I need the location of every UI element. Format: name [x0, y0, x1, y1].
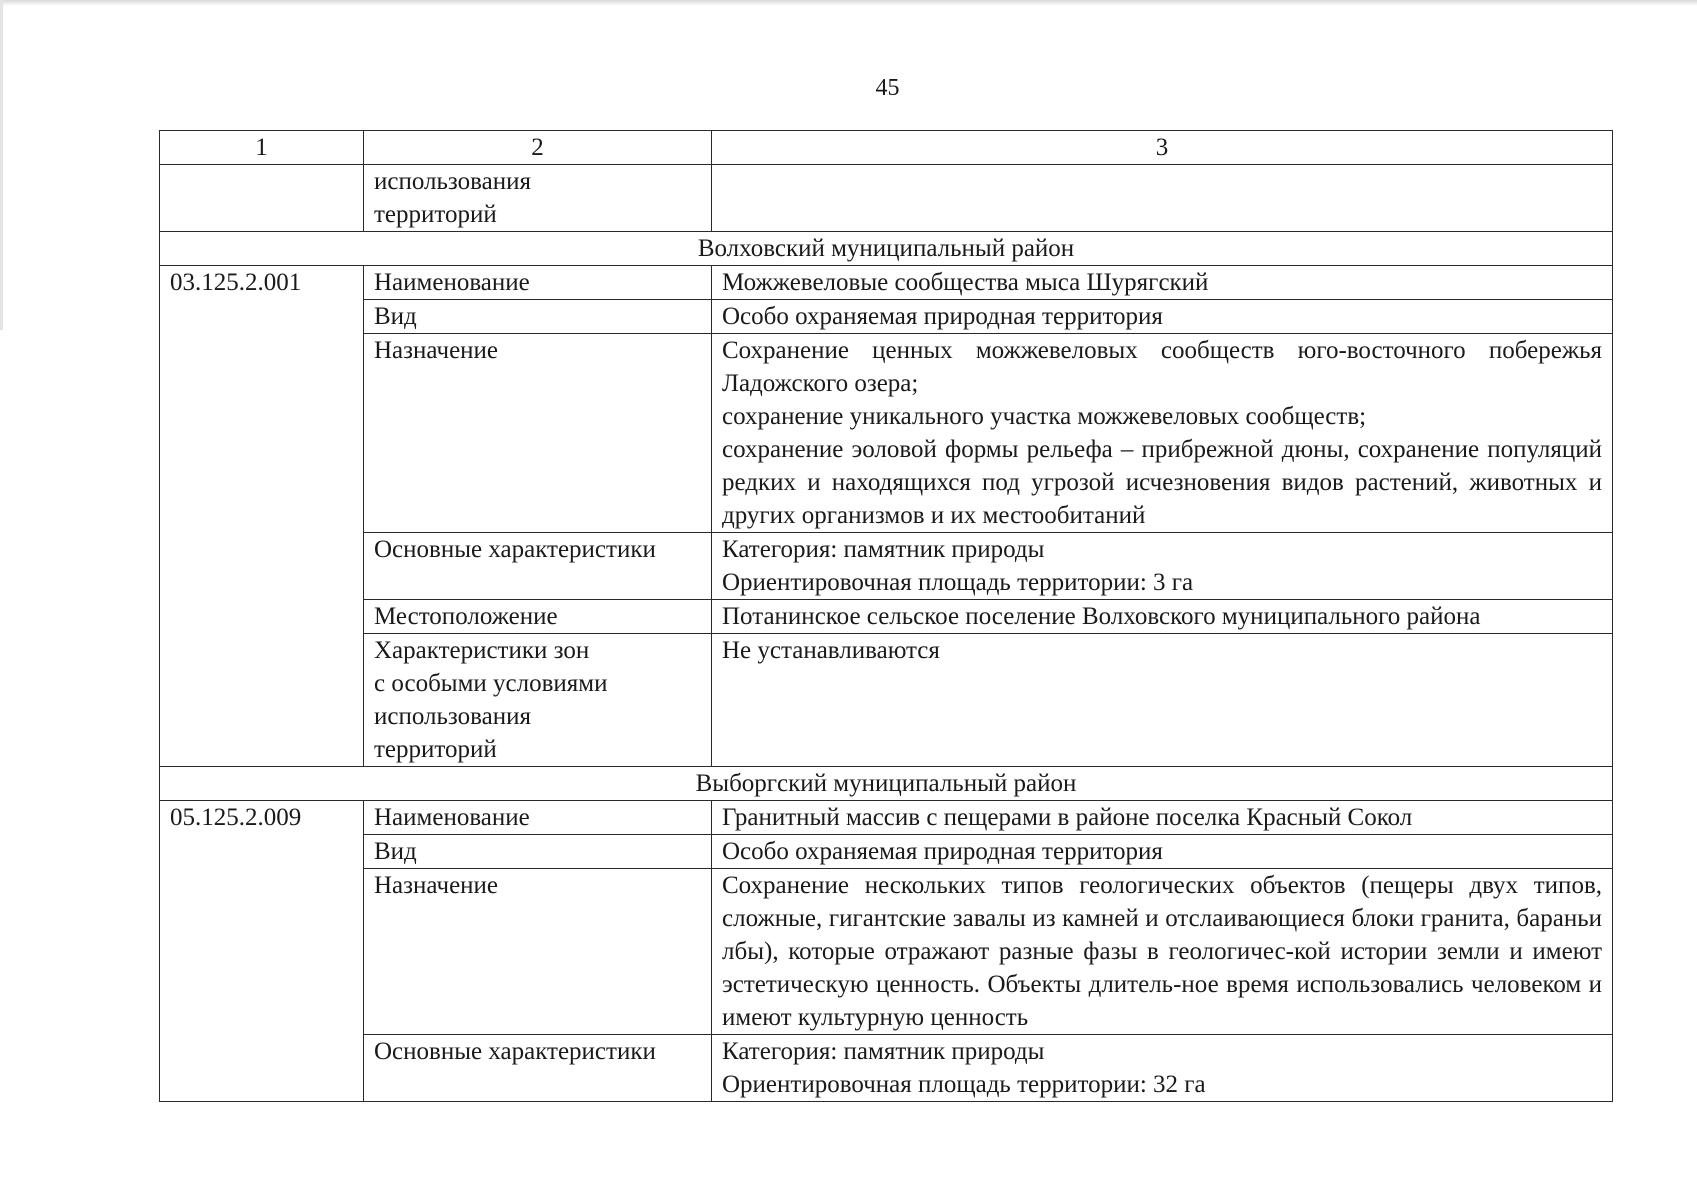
district-row: [160, 232, 1613, 266]
row-value: Особо охраняемая природная территория: [712, 300, 1613, 334]
column-header-3: 3: [712, 131, 1613, 165]
row-value: [712, 533, 1613, 600]
scan-edge-top: [0, 0, 1697, 6]
continued-row-value: [712, 165, 1613, 232]
row-label: Назначение: [364, 334, 712, 533]
row-label: Вид: [364, 835, 712, 869]
page-number: 45: [875, 75, 900, 101]
column-header-1: 1: [160, 131, 364, 165]
row-label: Основные характеристики: [364, 1035, 712, 1102]
label-line: с особыми условиями: [374, 670, 608, 697]
row-value: Гранитный массив с пещерами в районе поселка Красный Сокол: [712, 801, 1613, 835]
value-paragraph: Сохранение ценных можжевеловых сообществ юго-восточного побережья Ладожского озера;: [722, 337, 1602, 397]
row-value: Можжевеловые сообщества мыса Шурягский: [712, 266, 1613, 300]
value-line: Категория: памятник природы: [722, 536, 1045, 563]
row-value: Сохранение нескольких типов геологических объектов (пещеры двух типов, сложные, гигантские завалы из камней и отслаивающиеся блоки гранита, бараньи лбы), которые отражают разные фазы в геологичес-кой истории земли и имеют эстетическую ценность. Объекты длитель-ное время использовались человеком и имеют культурную ценность: [712, 869, 1613, 1035]
row-label: [364, 634, 712, 767]
table-row: [160, 1035, 1613, 1102]
object-code: 03.125.2.001: [160, 266, 364, 767]
continued-row-label: [364, 165, 712, 232]
label-line: территорий: [374, 201, 497, 228]
row-label: Наименование: [364, 801, 712, 835]
table-row: [160, 334, 1613, 533]
district-title: Волховский муниципальный район: [160, 232, 1613, 266]
value-line: Ориентировочная площадь территории: 32 га: [722, 1071, 1206, 1098]
column-header-2: 2: [364, 131, 712, 165]
table-row: [160, 533, 1613, 600]
district-row: [160, 767, 1613, 801]
table-row: [160, 634, 1613, 767]
document-table: [159, 130, 1613, 1102]
value-line: Категория: памятник природы: [722, 1038, 1045, 1065]
table-row: [160, 600, 1613, 634]
row-label: Основные характеристики: [364, 533, 712, 600]
district-title: Выборгский муниципальный район: [160, 767, 1613, 801]
label-line: использования: [374, 703, 531, 730]
row-value: Не устанавливаются: [712, 634, 1613, 767]
row-label: Местоположение: [364, 600, 712, 634]
row-label: Вид: [364, 300, 712, 334]
label-line: территорий: [374, 736, 497, 763]
table-row: [160, 869, 1613, 1035]
continued-row: [160, 165, 1613, 232]
table-row: [160, 300, 1613, 334]
label-line: Характеристики зон: [374, 637, 590, 664]
row-label: Наименование: [364, 266, 712, 300]
row-value: Особо охраняемая природная территория: [712, 835, 1613, 869]
value-paragraph: сохранение уникального участка можжевеловых сообществ;: [722, 403, 1367, 430]
table-header-row: [160, 131, 1613, 165]
row-label: Назначение: [364, 869, 712, 1035]
row-value: [712, 334, 1613, 533]
table-row: [160, 801, 1613, 835]
table-row: [160, 835, 1613, 869]
row-value: Потанинское сельское поселение Волховского муниципального района: [712, 600, 1613, 634]
table-row: [160, 266, 1613, 300]
scan-edge-left: [0, 0, 3, 330]
continued-row-code: [160, 165, 364, 232]
object-code: 05.125.2.009: [160, 801, 364, 1102]
value-line: Ориентировочная площадь территории: 3 га: [722, 569, 1194, 596]
row-value: [712, 1035, 1613, 1102]
value-paragraph: сохранение эоловой формы рельефа – прибрежной дюны, сохранение популяций редких и находящихся под угрозой исчезновения видов растений, животных и других организмов и их местообитаний: [722, 436, 1602, 529]
label-line: использования: [374, 168, 531, 195]
